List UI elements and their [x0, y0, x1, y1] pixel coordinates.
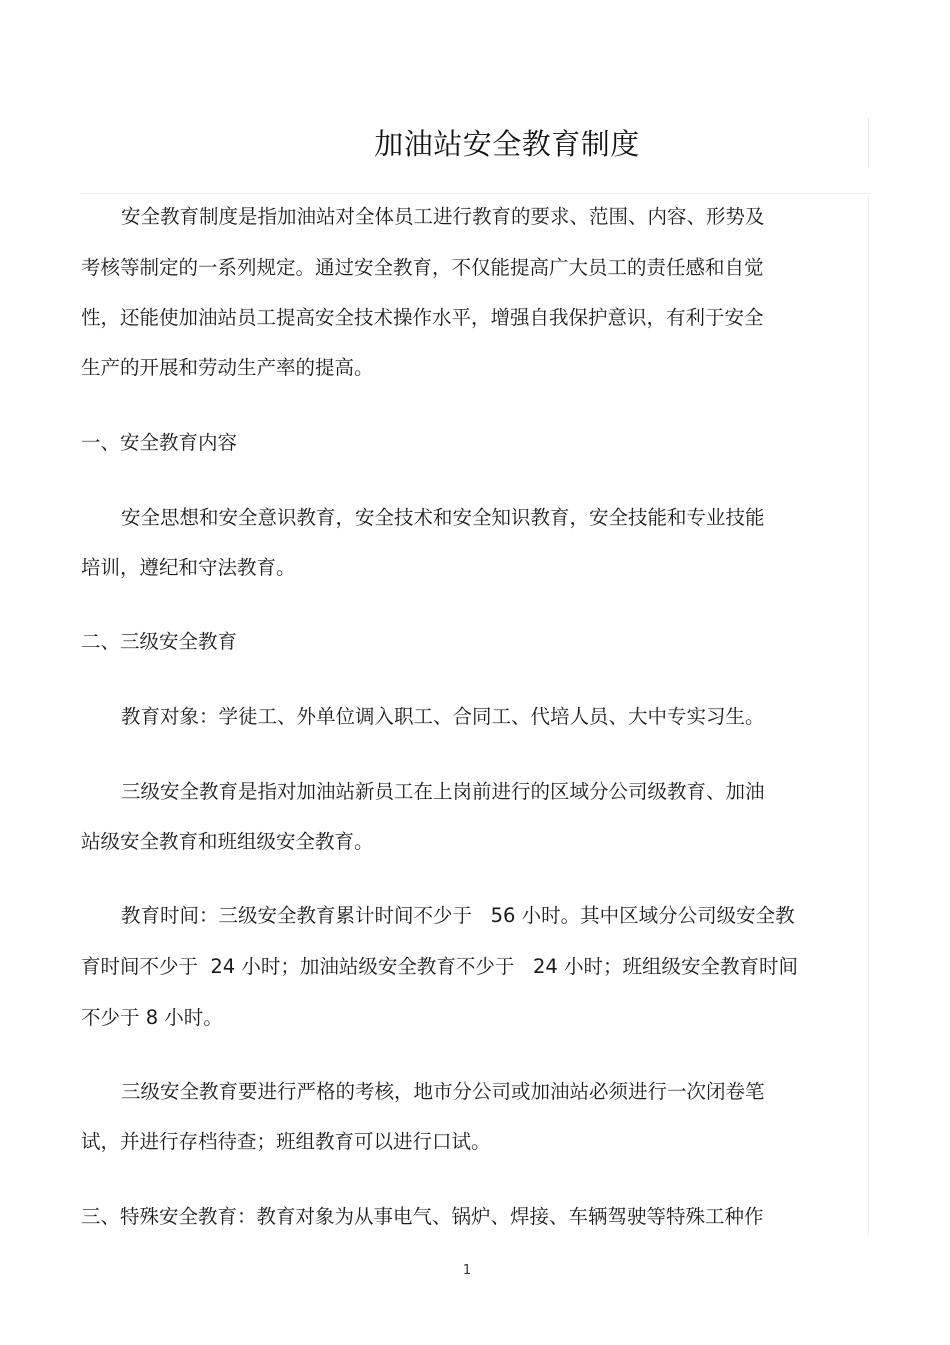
section-heading: 三、特殊安全教育：教育对象为从事电气、锅炉、焊接、车辆驾驶等特殊工种作 [81, 1205, 764, 1228]
paragraph-line: 试，并进行存档待查；班组教育可以进行口试。 [81, 1130, 491, 1153]
section-heading: 二、三级安全教育 [81, 630, 238, 653]
right-margin-rule [868, 195, 869, 1235]
page-number: 1 [462, 1263, 472, 1278]
document-title: 加油站安全教育制度 [374, 127, 640, 161]
paragraph-line: 育时间不少于 24 小时；加油站级安全教育不少于 24 小时；班组级安全教育时间 [81, 955, 799, 978]
paragraph-line: 生产的开展和劳动生产率的提高。 [81, 356, 374, 379]
paragraph-line: 性，还能使加油站员工提高安全技术操作水平，增强自我保护意识，有利于安全 [81, 306, 764, 329]
paragraph-line: 不少于 8 小时。 [81, 1006, 223, 1029]
paragraph-line: 三级安全教育要进行严格的考核，地市分公司或加油站必须进行一次闭卷笔 [121, 1080, 765, 1103]
section-heading: 一、安全教育内容 [81, 431, 238, 454]
paragraph-line: 站级安全教育和班组级安全教育。 [81, 830, 374, 853]
paragraph-line: 教育时间：三级安全教育累计时间不少于 56 小时。其中区域分公司级安全教 [121, 904, 795, 927]
header-divider [80, 193, 870, 194]
paragraph-line: 三级安全教育是指对加油站新员工在上岗前进行的区域分公司级教育、加油 [121, 780, 765, 803]
paragraph-line: 考核等制定的一系列规定。通过安全教育，不仅能提高广大员工的责任感和自觉 [81, 256, 764, 279]
paragraph-line: 安全思想和安全意识教育，安全技术和安全知识教育，安全技能和专业技能 [121, 506, 765, 529]
paragraph-line: 教育对象：学徒工、外单位调入职工、合同工、代培人员、大中专实习生。 [121, 705, 765, 728]
paragraph-line: 培训，遵纪和守法教育。 [81, 556, 296, 579]
paragraph-line: 安全教育制度是指加油站对全体员工进行教育的要求、范围、内容、形势及 [121, 205, 765, 228]
